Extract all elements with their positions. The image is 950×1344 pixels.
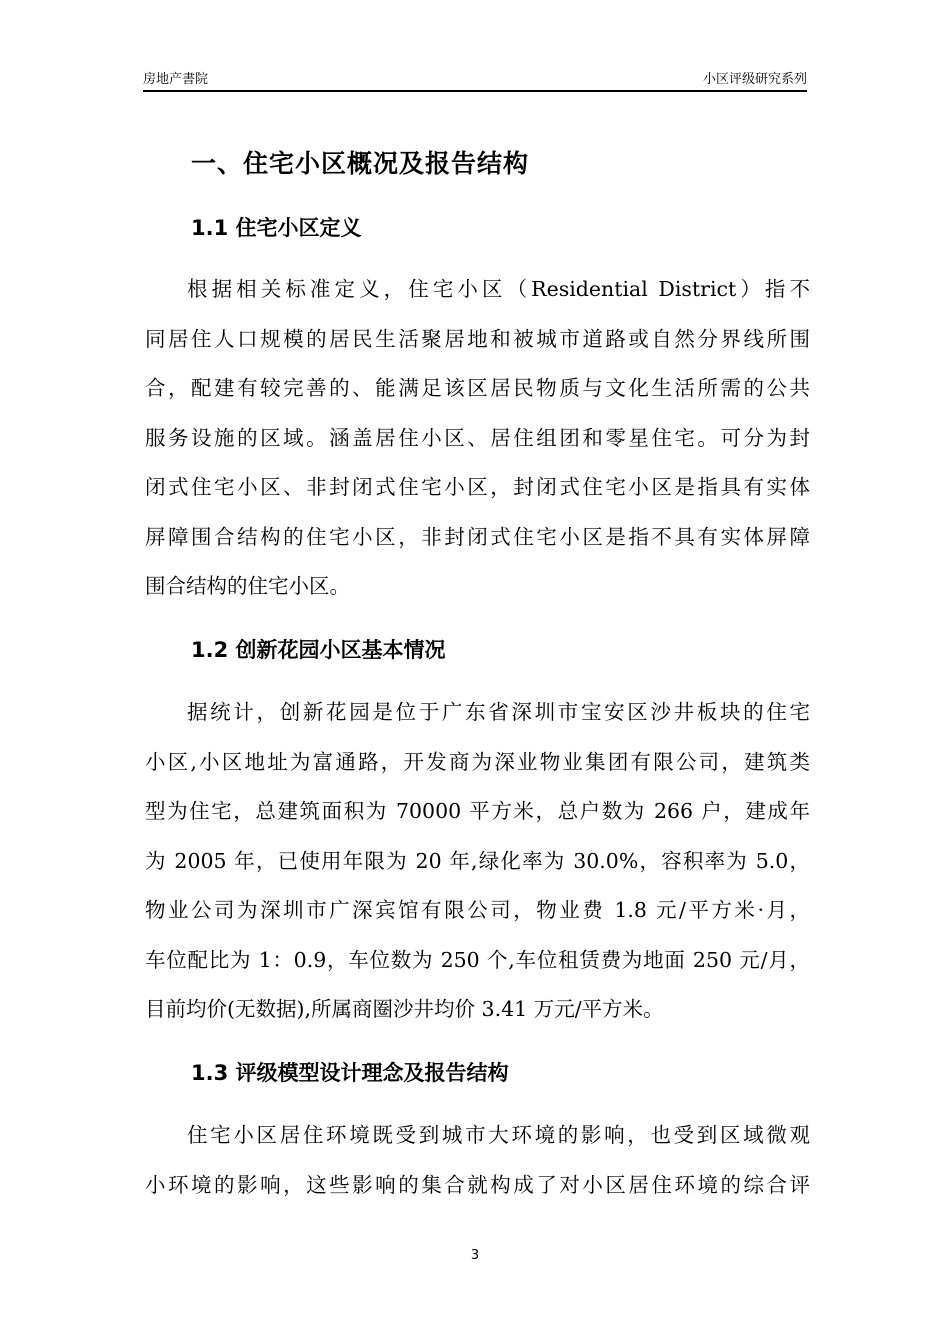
section-1-3-paragraph <box>145 1111 810 1210</box>
text-line: 合，配建有较完善的、能满足该区居民物质与文化生活所需的公共 <box>145 376 810 400</box>
text-line: 住宅小区居住环境既受到城市大环境的影响，也受到区域微观 <box>187 1123 810 1147</box>
section-1-1-paragraph <box>145 265 810 612</box>
section-heading-1-3: 1.3 评级模型设计理念及报告结构 <box>191 1061 509 1085</box>
section-1-2-paragraph <box>145 688 810 1035</box>
text-line: 服务设施的区域。涵盖居住小区、居住组团和零星住宅。可分为封 <box>145 425 810 450</box>
header-series-title: 小区评级研究系列 <box>702 72 807 87</box>
text-line: 闭式住宅小区、非封闭式住宅小区，封闭式住宅小区是指具有实体 <box>145 475 810 499</box>
text-line: 目前均价(无数据),所属商圈沙井均价 3.41 万元/平方米。 <box>145 997 664 1021</box>
text-line: 小环境的影响，这些影响的集合就构成了对小区居住环境的综合评 <box>145 1172 810 1197</box>
section-heading-1-1: 1.1 住宅小区定义 <box>191 216 362 240</box>
chapter-title: 一、住宅小区概况及报告结构 <box>191 149 530 178</box>
text-line: 根据相关标准定义，住宅小区（Residential District）指不 <box>187 277 810 301</box>
text-line: 为 2005 年，已使用年限为 20 年,绿化率为 30.0%，容积率为 5.0， <box>145 848 810 873</box>
header-publisher: 房地产書院 <box>143 72 209 87</box>
text-line: 围合结构的住宅小区。 <box>145 574 350 598</box>
section-heading-1-2: 1.2 创新花园小区基本情况 <box>191 638 446 662</box>
text-line: 屏障围合结构的住宅小区，非封闭式住宅小区是指不具有实体屏障 <box>145 524 810 549</box>
text-line: 小区,小区地址为富通路，开发商为深业物业集团有限公司，建筑类 <box>145 749 810 774</box>
page-header <box>143 66 807 92</box>
page-number: 3 <box>470 1248 480 1263</box>
text-line: 车位配比为 1：0.9，车位数为 250 个,车位租赁费为地面 250 元/月， <box>145 947 810 972</box>
text-line: 型为住宅，总建筑面积为 70000 平方米，总户数为 266 户，建成年 <box>145 799 810 823</box>
text-line: 据统计，创新花园是位于广东省深圳市宝安区沙井板块的住宅 <box>187 700 810 724</box>
text-line: 物业公司为深圳市广深宾馆有限公司，物业费 1.8 元/平方米·月， <box>145 898 810 922</box>
text-line: 同居住人口规模的居民生活聚居地和被城市道路或自然分界线所围 <box>145 326 810 351</box>
